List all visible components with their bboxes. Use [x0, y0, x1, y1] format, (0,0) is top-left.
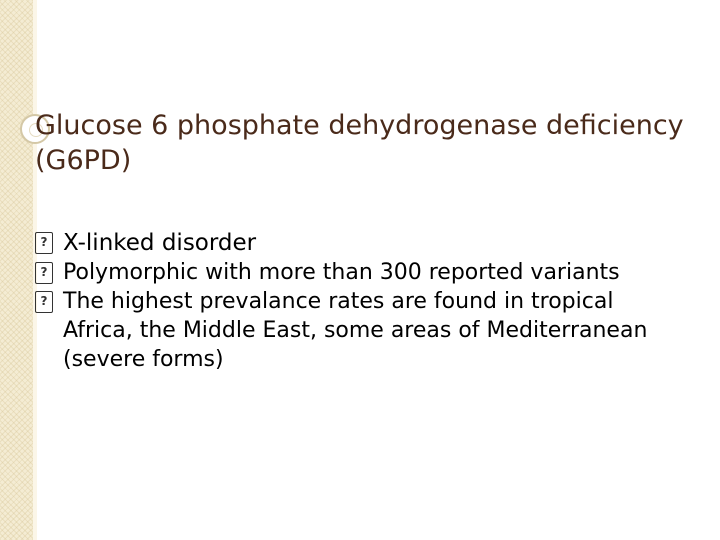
decorative-side-stripe — [0, 0, 34, 540]
bullet-text: X-linked disorder — [63, 230, 257, 256]
missing-glyph-box-icon — [35, 262, 53, 284]
missing-glyph-box-icon — [35, 232, 53, 254]
bullet-item — [35, 228, 675, 258]
bullet-list — [35, 228, 675, 374]
bullet-text: Polymorphic with more than 300 reported variants — [63, 260, 620, 285]
slide-title: Glucose 6 phosphate dehydrogenase deficiency (G6PD) — [35, 110, 684, 176]
missing-glyph-box-icon — [35, 291, 53, 313]
bullet-text: The highest prevalance rates are found in tropical Africa, the Middle East, some areas of Mediterranean (severe forms) — [63, 289, 648, 372]
bullet-item — [35, 258, 675, 287]
bullet-item — [35, 287, 675, 374]
